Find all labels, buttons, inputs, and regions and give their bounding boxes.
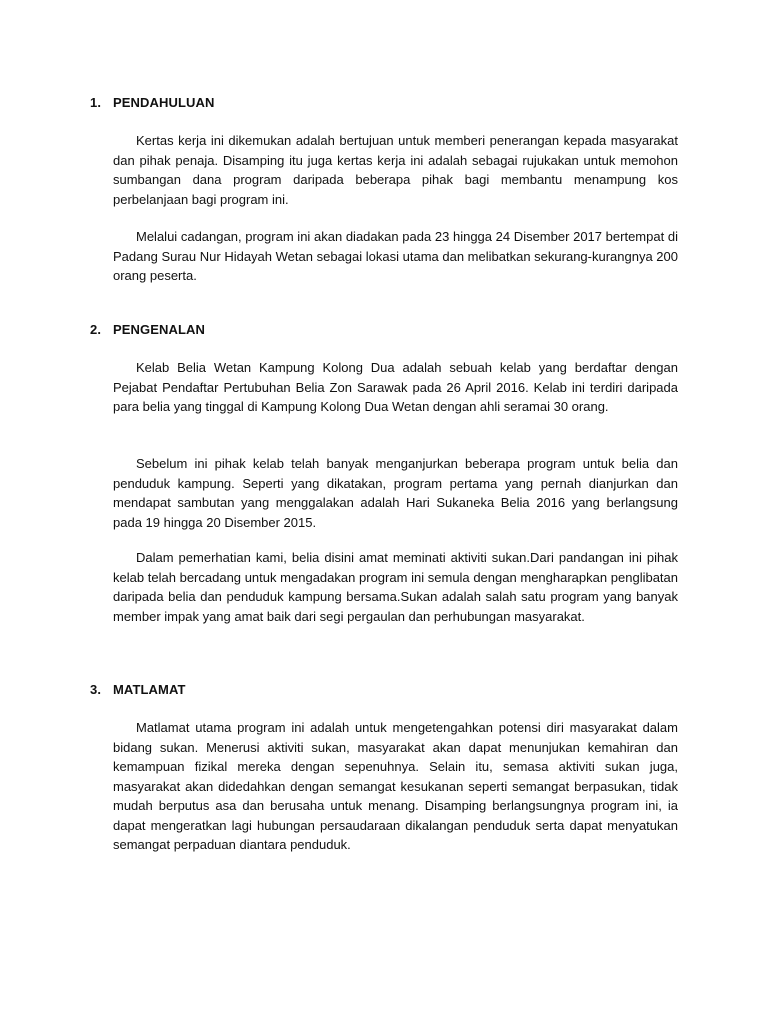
paragraph: Sebelum ini pihak kelab telah banyak menganjurkan beberapa program untuk belia dan penduduk kampung. Seperti yang dikatakan, program pertama yang pernah dianjurkan dan mendapat sambutan yang menggalakan adalah Hari Sukaneka Belia 2016 yang berlangsung pada 19 hingga 20 Disember 2015. — [113, 456, 678, 530]
section-heading-matlamat — [90, 682, 186, 698]
section-heading-pendahuluan — [90, 95, 215, 111]
section-number: 3. — [90, 682, 102, 697]
paragraph: Kelab Belia Wetan Kampung Kolong Dua adalah sebuah kelab yang berdaftar dengan Pejabat Pendaftar Pertubuhan Belia Zon Sarawak pada 26 April 2016. Kelab ini terdiri daripada para belia yang tinggal di Kampung Kolong Dua Wetan dengan ahli seramai 30 orang. — [113, 360, 678, 414]
section-number: 1. — [90, 95, 102, 110]
section-title: PENGENALAN — [113, 322, 206, 337]
section-title: MATLAMAT — [113, 682, 186, 697]
section-heading-pengenalan — [90, 322, 205, 338]
paragraph: Kertas kerja ini dikemukan adalah bertujuan untuk memberi penerangan kepada masyarakat dan pihak penaja. Disamping itu juga kertas kerja ini adalah sebagai rujukakan untuk memohon sumbangan dana program daripada beberapa pihak bagi membantu menampung kos perbelanjaan bagi program ini. — [113, 133, 678, 207]
paragraph: Dalam pemerhatian kami, belia disini amat meminati aktiviti sukan.Dari pandangan ini pihak kelab telah bercadang untuk mengadakan program ini semula dengan mengharapkan penglibatan daripada belia dan penduduk kampung bersama.Sukan adalah salah satu program yang banyak member impak yang amat baik dari segi pergaulan dan perhubungan masyarakat. — [113, 550, 678, 624]
section-number: 2. — [90, 322, 102, 337]
paragraph: Melalui cadangan, program ini akan diadakan pada 23 hingga 24 Disember 2017 bertempat di Padang Surau Nur Hidayah Wetan sebagai lokasi utama dan melibatkan sekurang-kurangnya 200 orang peserta. — [113, 229, 678, 283]
section-title: PENDAHULUAN — [113, 95, 215, 110]
paragraph: Matlamat utama program ini adalah untuk mengetengahkan potensi diri masyarakat dalam bidang sukan. Menerusi aktiviti sukan, masyarakat akan dapat menunjukan kemahiran dan kemampuan fizikal mereka dengan sepenuhnya. Selain itu, semasa aktiviti sukan juga, masyarakat akan didedahkan dengan semangat kesukanan seperti semangat berpasukan, tidak mudah berputus asa dan berusaha untuk menang. Disamping berlangsungnya program ini, ia dapat mengeratkan lagi hubungan persaudaraan dikalangan penduduk serta dapat menyatukan semangat perpaduan diantara penduduk. — [113, 720, 678, 852]
